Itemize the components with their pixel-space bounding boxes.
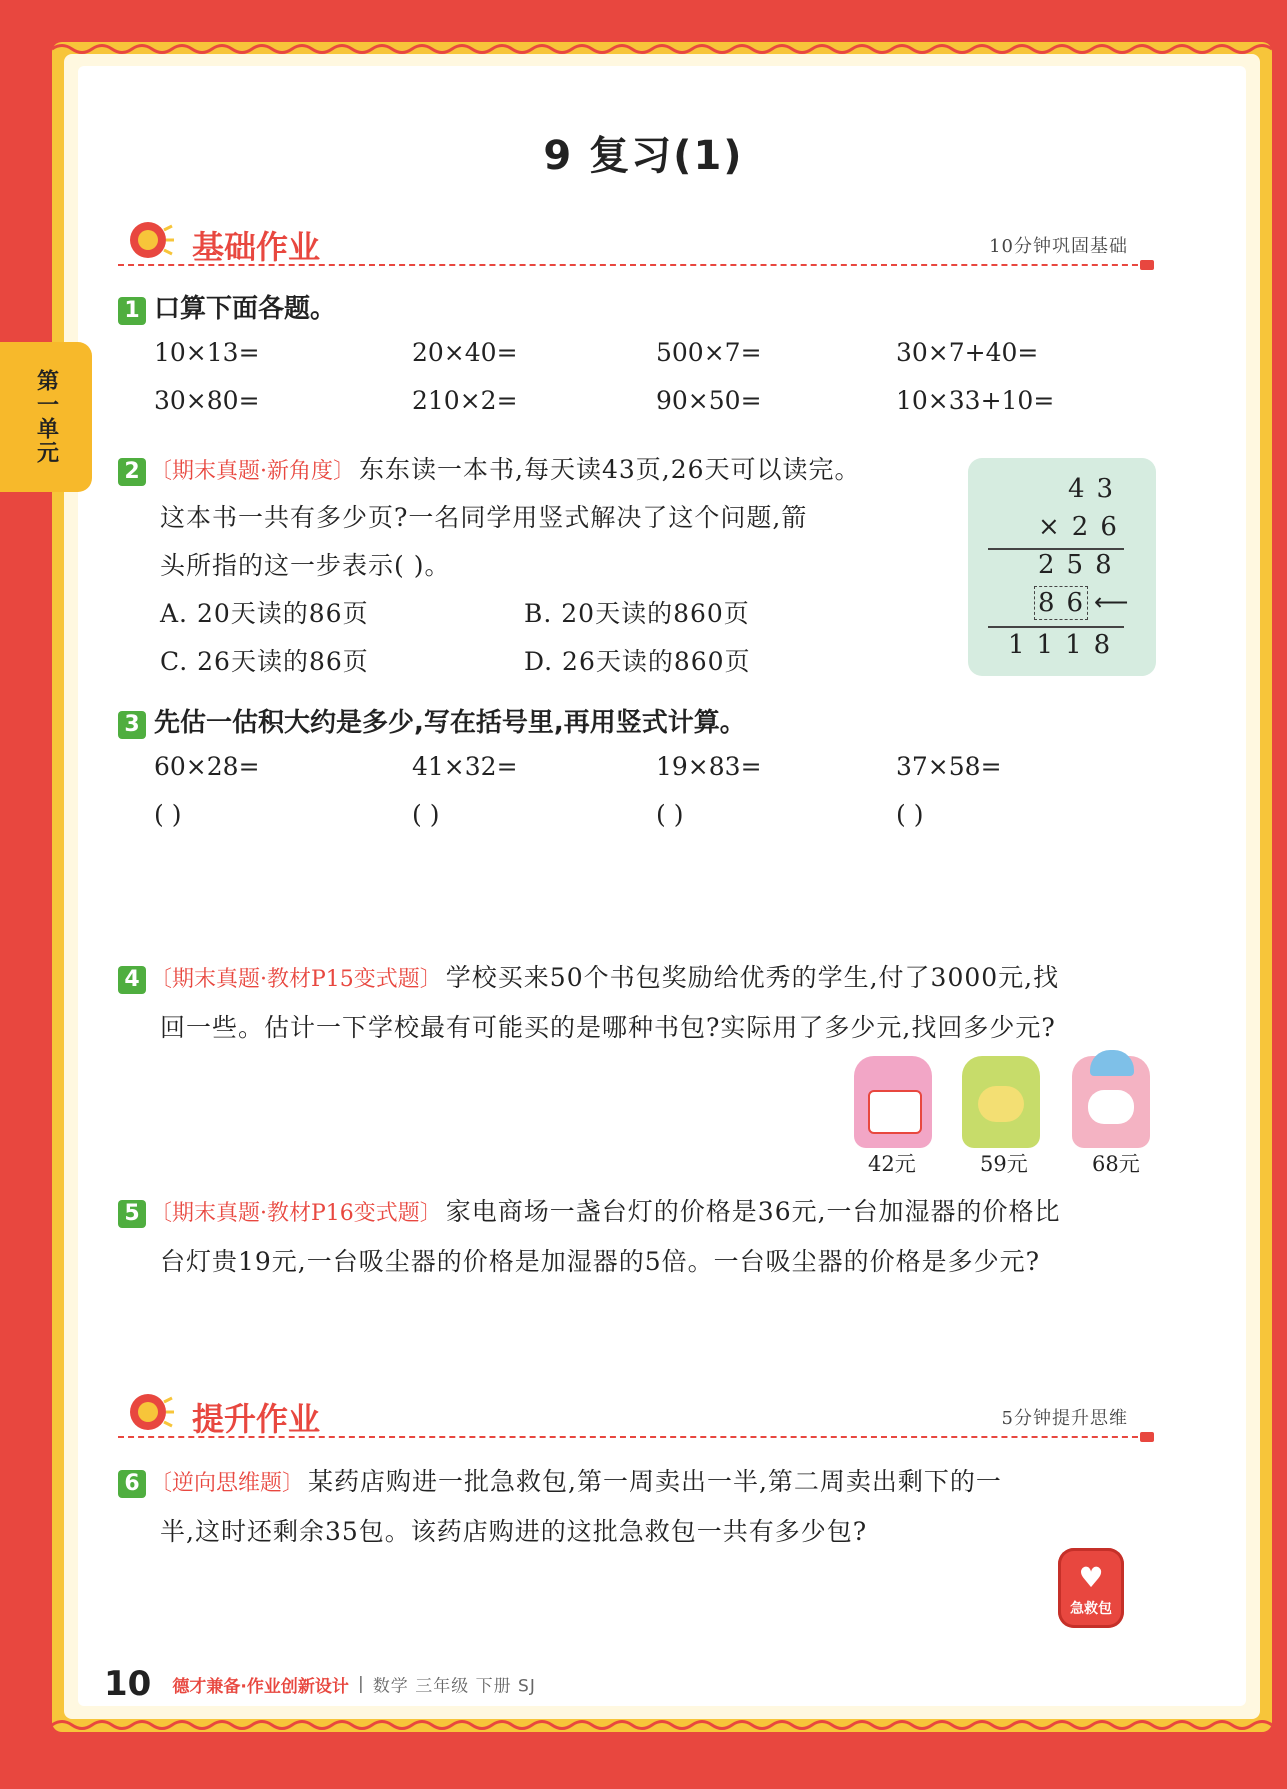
question-stem: 口算下面各题。 <box>154 294 337 324</box>
calc-line-product: 1118 <box>1008 630 1123 660</box>
calc-rule <box>988 626 1124 628</box>
q1-item: 500×7= <box>656 338 762 367</box>
question-number: 5 <box>118 1200 146 1228</box>
question-6 <box>118 1462 1002 1498</box>
question-number: 1 <box>118 297 146 325</box>
lightbulb-icon <box>124 1388 176 1440</box>
question-number: 6 <box>118 1470 146 1498</box>
section-divider-end <box>1140 1432 1154 1442</box>
question-text: 学校买来50个书包奖励给优秀的学生,付了3000元,找 <box>445 963 1060 992</box>
backpack-pink-image <box>854 1056 932 1148</box>
footer-brand: 德才兼备·作业创新设计 <box>172 1676 349 1697</box>
wavy-border-top <box>52 42 1272 56</box>
page-title: 9 复习(1) <box>543 133 744 179</box>
question-text: 家电商场一盏台灯的价格是36元,一台加湿器的价格比 <box>445 1197 1061 1226</box>
q1-row-1 <box>154 338 1114 374</box>
section-header-basic <box>118 216 1158 272</box>
section-label-basic: 基础作业 <box>192 228 321 266</box>
question-3 <box>118 702 746 739</box>
q1-item: 10×13= <box>154 338 260 367</box>
calc-line-multiplicand: 43 <box>1068 474 1126 504</box>
q3-row-estimates <box>154 800 1114 836</box>
question-number: 3 <box>118 711 146 739</box>
q3-item: 60×28= <box>154 752 260 781</box>
q3-item: 19×83= <box>656 752 762 781</box>
section-label-advanced: 提升作业 <box>192 1400 321 1438</box>
first-aid-kit-label: 急救包 <box>1070 1601 1112 1617</box>
q3-item: 37×58= <box>896 752 1002 781</box>
estimate-blank[interactable]: ( ) <box>412 800 440 829</box>
q4-text-line-2: 回一些。估计一下学校最有可能买的是哪种书包?实际用了多少元,找回多少元? <box>160 1013 1056 1042</box>
section-divider <box>118 1436 1148 1438</box>
heart-icon: ♥ <box>1078 1561 1104 1594</box>
page-number: 10 <box>104 1664 152 1704</box>
price-label: 42元 <box>868 1152 916 1176</box>
section-divider-end <box>1140 260 1154 270</box>
q1-item: 30×80= <box>154 386 260 415</box>
question-tag: 〔期末真题·教材P16变式题〕 <box>150 1201 442 1226</box>
question-number: 2 <box>118 458 146 486</box>
q3-item: 41×32= <box>412 752 518 781</box>
q2-text-line-2: 这本书一共有多少页?一名同学用竖式解决了这个问题,箭 <box>160 503 808 532</box>
question-2 <box>118 450 861 486</box>
q2-text-line-3: 头所指的这一步表示( )。 <box>160 551 451 580</box>
q1-row-2 <box>154 386 1114 422</box>
estimate-blank[interactable]: ( ) <box>896 800 924 829</box>
section-divider <box>118 264 1148 266</box>
unit-side-tab-label: 第一单元 <box>33 369 59 465</box>
q2-option-c: C. 26天读的86页 <box>160 647 369 676</box>
left-arrow-icon: ⟵ <box>1094 588 1129 616</box>
price-label: 68元 <box>1092 1152 1140 1176</box>
question-tag: 〔期末真题·新角度〕 <box>150 459 355 484</box>
q1-item: 210×2= <box>412 386 518 415</box>
question-tag: 〔期末真题·教材P15变式题〕 <box>150 967 442 992</box>
q1-item: 10×33+10= <box>896 386 1055 415</box>
question-stem: 先估一估积大约是多少,写在括号里,再用竖式计算。 <box>154 708 746 738</box>
q2-option-a: A. 20天读的86页 <box>160 599 369 628</box>
question-5 <box>118 1192 1061 1228</box>
lightbulb-icon <box>124 216 176 268</box>
estimate-blank[interactable]: ( ) <box>154 800 182 829</box>
question-text: 东东读一本书,每天读43页,26天可以读完。 <box>359 455 861 484</box>
question-number: 4 <box>118 966 146 994</box>
section-header-advanced <box>118 1388 1158 1444</box>
section-note-basic: 10分钟巩固基础 <box>989 236 1128 257</box>
q1-item: 30×7+40= <box>896 338 1039 367</box>
q1-item: 20×40= <box>412 338 518 367</box>
calc-line-partial-2: 86 <box>1038 588 1096 618</box>
q1-item: 90×50= <box>656 386 762 415</box>
price-label: 59元 <box>980 1152 1028 1176</box>
question-1 <box>118 288 336 325</box>
footer-meta: 数学 三年级 下册 SJ <box>372 1676 536 1697</box>
question-4 <box>118 958 1059 994</box>
backpack-green-image <box>962 1056 1040 1148</box>
q6-text-line-2: 半,这时还剩余35包。该药店购进的这批急救包一共有多少包? <box>160 1517 868 1546</box>
q2-option-b: B. 20天读的860页 <box>524 599 750 628</box>
question-tag: 〔逆向思维题〕 <box>150 1471 305 1496</box>
unit-side-tab <box>0 342 92 492</box>
calc-line-multiplier: ×26 <box>1038 512 1129 542</box>
calc-line-partial-1: 258 <box>1038 550 1124 580</box>
backpack-rose-image <box>1072 1056 1150 1148</box>
estimate-blank[interactable]: ( ) <box>656 800 684 829</box>
vertical-calculation-box <box>968 458 1156 676</box>
footer-separator: | <box>357 1674 364 1694</box>
q3-row-1 <box>154 752 1114 788</box>
question-text: 某药店购进一批急救包,第一周卖出一半,第二周卖出剩下的一 <box>308 1467 1002 1496</box>
q2-option-d: D. 26天读的860页 <box>524 647 751 676</box>
q5-text-line-2: 台灯贵19元,一台吸尘器的价格是加湿器的5倍。一台吸尘器的价格是多少元? <box>160 1247 1041 1276</box>
first-aid-kit-image <box>1058 1548 1124 1628</box>
page-footer <box>104 1664 536 1704</box>
section-note-advanced: 5分钟提升思维 <box>1001 1408 1128 1429</box>
wavy-border-bottom <box>52 1718 1272 1732</box>
